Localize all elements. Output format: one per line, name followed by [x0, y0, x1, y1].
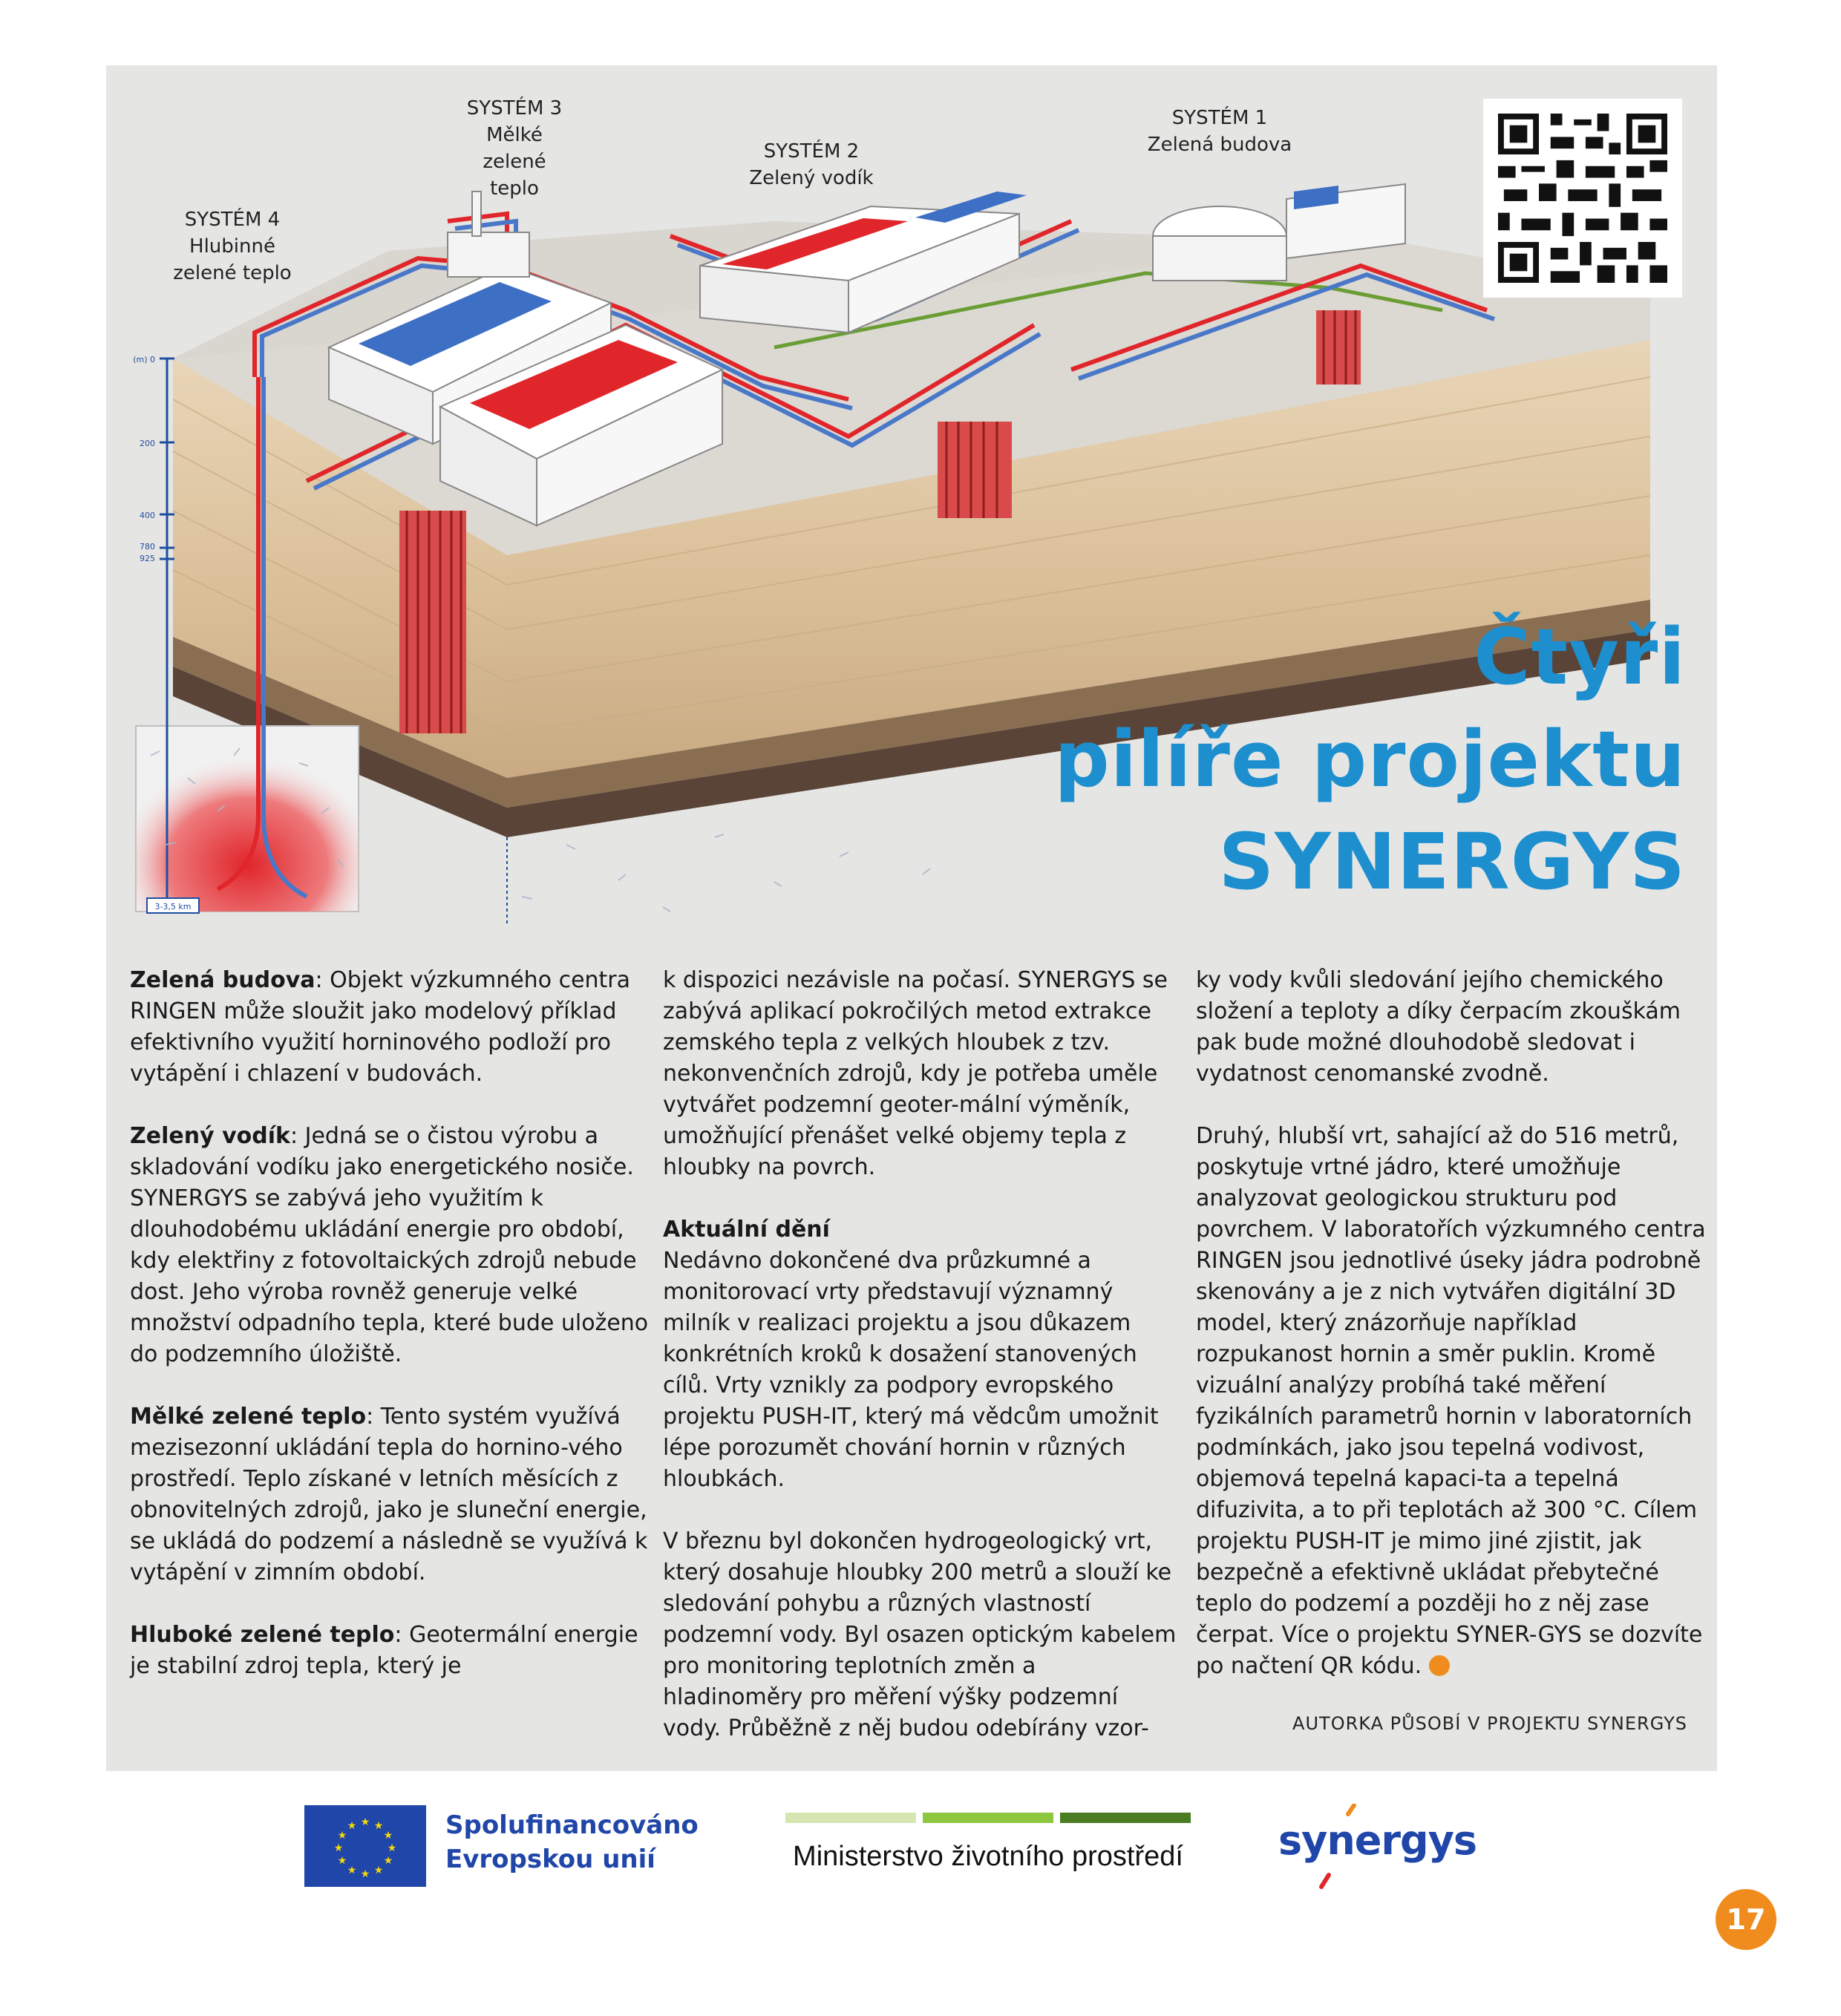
svg-text:★: ★ — [387, 1842, 397, 1854]
system-1-label — [1123, 105, 1316, 158]
headline-line-1: Čtyři — [1474, 612, 1686, 702]
paragraph-text: : Tento systém využívá mezisezonní ukládání tepla do hornino-vého prostředí. Teplo získané v letních měsících z obnovitelných zdrojů, jako je sluneční energie, se ukládá do podzemí a následně se využívá k vytápění v zimním období. — [130, 1404, 648, 1585]
borehole-field-s2 — [938, 422, 1012, 518]
synergys-logo-text: synergys — [1278, 1817, 1477, 1864]
svg-text:★: ★ — [383, 1830, 393, 1842]
svg-text:★: ★ — [360, 1816, 370, 1828]
svg-text:★: ★ — [347, 1865, 357, 1876]
article-panel — [106, 65, 1717, 1771]
paragraph-text: : Jedná se o čistou výrobu a skladování vodíku jako energetického nosiče. SYNERGYS se zabývá jeho využitím k dlouhodobému ukládání energie pro období, kdy elektřiny z fotovoltaických zdrojů nebude dost. Jeho výroba rovněž generuje velké množství odpadního tepla, které bude uloženo do podzemního úložiště. — [130, 1123, 649, 1367]
borehole-field-s3 — [399, 511, 466, 733]
qr-code-icon — [1498, 114, 1667, 283]
paragraph-text: V březnu byl dokončen hydrogeologický vrt, který dosahuje hloubky 200 metrů a slouží ke sledování pohybu a různých vlastností podzemní vody. Byl osazen optickým kabelem pro monitoring teplotních změn a hladinoměry pro měření výšky podzemní vody. Průběžně z něj budou odebírány vzor- — [663, 1528, 1177, 1741]
svg-text:★: ★ — [373, 1820, 384, 1832]
section-heading-aktualni-deni: Aktuální dění — [663, 1217, 830, 1243]
text-column-3 — [1196, 965, 1716, 1713]
eu-stars-icon — [304, 1805, 426, 1887]
paragraph-text: : Geotermální energie je stabilní zdroj tepla, který je — [130, 1622, 638, 1679]
text-column-2 — [663, 965, 1183, 1776]
svg-text:★: ★ — [333, 1842, 344, 1854]
ministry-name: Ministerstvo životního prostředí — [793, 1841, 1183, 1872]
term-hluboke-teplo: Hluboké zelené teplo — [130, 1622, 395, 1648]
system-3-label — [418, 95, 611, 202]
paragraph-text: Nedávno dokončené dva průzkumné a monitorovací vrty představují významný milník v realizaci projektu a jsou důkazem konkrétních kroků k dosažení stanovených cílů. Vrty vznikly za podpory evropského projektu PUSH-IT, který má vědcům umožnit lépe porozumět chování hornin v různých hloubkách. — [663, 1248, 1159, 1492]
eu-text-line-2: Evropskou unií — [445, 1845, 655, 1874]
paragraph-hluboke-teplo — [130, 1620, 650, 1682]
depth-tick: 925 — [140, 554, 155, 563]
term-zelena-budova: Zelená budova — [130, 967, 315, 993]
headline-line-2: pilíře projektu — [1054, 714, 1686, 805]
system-4-name: Hlubinné zelené teplo — [173, 235, 292, 284]
svg-text:★: ★ — [337, 1830, 347, 1842]
depth-unit: (m) 0 — [133, 355, 155, 364]
depth-tick: 780 — [140, 542, 155, 552]
system-2-name: Zelený vodík — [749, 167, 874, 189]
paragraph-text: Druhý, hlubší vrt, sahající až do 516 metrů, poskytuje vrtné jádro, které umožňuje analyzovat geologickou strukturu pod povrchem. V laboratořích výzkumného centra RINGEN jsou jednotlivé úseky jádra podrobně skenovány a je z nich vytvářen digitální 3D model, který znázorňuje například rozpukanost hornin a směr puklin. Kromě vizuální analýzy probíhá také měření fyzikálních parametrů hornin v laboratorních podmínkách, jako jsou tepelná vodivost, objemová tepelná kapaci-ta a tepelná difuzivita, a to při teplotách až 300 °C. Cílem projektu PUSH-IT je mimo jiné zjistit, jak bezpečně a efektivně ukládat přebytečné teplo do podzemí a později ho z něj zase čerpat. Více o projektu SYNER-GYS se dozvíte po načtení QR kódu. — [1196, 1123, 1706, 1679]
paragraph-final — [1196, 1121, 1716, 1682]
svg-text:★: ★ — [383, 1855, 393, 1867]
text-column-1 — [130, 965, 650, 1713]
paragraph-text: k dispozici nezávisle na počasí. SYNERGYS se zabývá aplikací pokročilých metod extrakce zemského tepla z velkých hloubek z tzv. nekonvenčních zdrojů, kdy je potřeba uměle vytvářet podzemní geoter-mální výměník, umožňující přenášet velké objemy tepla z hloubky na povrch. — [663, 967, 1168, 1180]
page-number-badge: 17 — [1716, 1889, 1776, 1950]
svg-text:★: ★ — [347, 1820, 357, 1832]
headline-line-3: SYNERGYS — [1218, 816, 1686, 907]
building-s3-plant — [448, 192, 529, 277]
eu-flag-logo — [304, 1805, 426, 1887]
system-2-number: SYSTÉM 2 — [763, 140, 860, 163]
paragraph-aktualni-deni — [663, 1214, 1183, 1495]
depth-bottom-label: 3-3,5 km — [154, 902, 192, 912]
system-4-label — [136, 206, 329, 287]
author-note: AUTORKA PŮSOBÍ V PROJEKTU SYNERGYS — [1292, 1713, 1687, 1734]
eu-cofunding-text — [445, 1808, 699, 1876]
paragraph-text: ky vody kvůli sledování jejího chemického složení a teploty a díky čerpacím zkouškám pak bude možné dlouhodobě sledovat i vydatnost cenomanské zvodně. — [1196, 967, 1681, 1087]
system-3-name: Mělké zelené teplo — [483, 124, 546, 200]
system-3-number: SYSTÉM 3 — [466, 97, 563, 120]
ministry-logo-bars — [785, 1813, 1191, 1823]
paragraph-zeleny-vodik — [130, 1121, 650, 1370]
system-4-number: SYSTÉM 4 — [184, 209, 281, 231]
depth-tick: 400 — [140, 511, 155, 520]
system-1-number: SYSTÉM 1 — [1171, 107, 1268, 129]
svg-text:★: ★ — [360, 1868, 370, 1880]
borehole-field-s1 — [1316, 310, 1361, 384]
paragraph-text: : Objekt výzkumného centra RINGEN může sloužit jako modelový příklad efektivního využití horninového podloží pro vytápění i chlazení v budovách. — [130, 967, 631, 1087]
svg-text:★: ★ — [373, 1865, 384, 1876]
qr-code[interactable] — [1483, 99, 1682, 298]
term-zeleny-vodik: Zelený vodík — [130, 1123, 290, 1149]
depth-tick: 200 — [140, 439, 155, 448]
system-2-label — [715, 138, 908, 192]
term-melke-teplo: Mělké zelené teplo — [130, 1404, 367, 1430]
paragraph-zelena-budova — [130, 965, 650, 1090]
article-headline — [1054, 606, 1686, 913]
system-1-name: Zelená budova — [1147, 134, 1292, 156]
paragraph-melke-teplo — [130, 1401, 650, 1588]
svg-text:★: ★ — [337, 1855, 347, 1867]
end-mark-dot-icon — [1429, 1655, 1450, 1676]
eu-text-line-1: Spolufinancováno — [445, 1810, 699, 1840]
